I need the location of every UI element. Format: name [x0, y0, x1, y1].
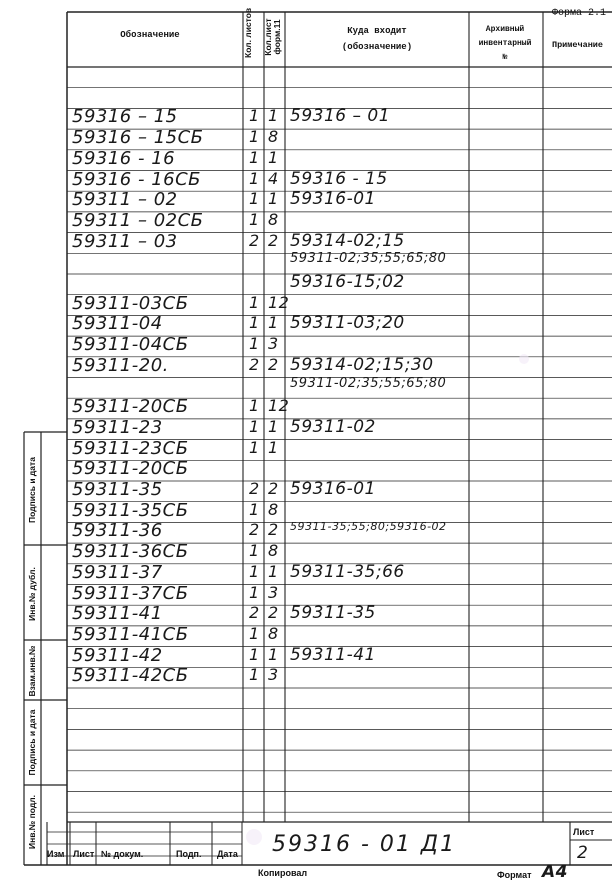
table-row — [0, 437, 612, 461]
row-format-sheets: 8 — [268, 209, 279, 229]
row-designation: 59311 – 02 — [72, 189, 178, 211]
side-stamp-dup-inv: Инв.№ дубл. — [27, 567, 37, 621]
table-row — [0, 667, 612, 688]
row-designation: 59316 – 15 — [72, 106, 178, 128]
tb-list: Лист — [73, 849, 95, 859]
table-row — [0, 605, 612, 626]
row-designation: 59311-04СБ — [72, 334, 189, 356]
row-count: 1 — [249, 665, 260, 685]
row-format-sheets: 2 — [268, 230, 279, 250]
row-used-in: 59314-02;15 — [290, 230, 405, 251]
row-designation: 59311-20СБ — [72, 458, 189, 480]
row-format-sheets: 1 — [268, 189, 279, 209]
table-row — [0, 543, 612, 564]
row-count: 1 — [249, 313, 260, 333]
header-sheet-count: Кол. листов — [243, 7, 253, 58]
row-used-in: 59311-03;20 — [290, 313, 405, 334]
row-format-sheets: 1 — [268, 416, 279, 436]
tb-doc-no: № докум. — [101, 849, 144, 859]
row-format-sheets: 8 — [268, 499, 279, 519]
row-used-in: 59311-02;35;55;65;80 — [290, 251, 447, 267]
row-count: 1 — [249, 168, 260, 188]
table-row — [0, 191, 612, 212]
row-count: 1 — [249, 147, 260, 167]
table-row — [0, 460, 612, 481]
tb-date: Дата — [217, 849, 238, 859]
row-format-sheets: 8 — [268, 127, 279, 147]
row-designation: 59311-20СБ — [72, 396, 189, 418]
row-count: 1 — [249, 416, 260, 436]
row-designation: 59311-23 — [72, 416, 163, 438]
header-archive: Архивный — [485, 25, 525, 34]
paper-stain-2 — [246, 829, 262, 845]
tb-sheet-no: 2 — [577, 843, 589, 863]
table-row — [0, 147, 612, 171]
header-note: Примечание — [551, 40, 603, 50]
row-format-sheets: 2 — [268, 354, 279, 374]
row-format-sheets: 1 — [268, 437, 279, 457]
row-designation: 59311-36 — [72, 520, 163, 542]
row-count: 2 — [249, 479, 260, 498]
form-label: Форма 2.1 — [552, 8, 607, 19]
table-row — [0, 168, 612, 192]
row-designation: 59311 – 02СБ — [72, 209, 204, 231]
tb-designation: 59316 - 01 Д1 — [272, 832, 457, 857]
row-format-sheets: 4 — [268, 168, 279, 188]
tb-sign: Подп. — [176, 849, 202, 859]
paper-stain — [519, 354, 529, 364]
row-count: 2 — [249, 354, 260, 374]
row-format-sheets: 8 — [268, 541, 279, 561]
row-count: 1 — [249, 561, 260, 581]
row-designation: 59311-41 — [72, 603, 163, 625]
footer-format-label: Формат — [497, 870, 532, 880]
row-designation: 59311-35СБ — [72, 499, 189, 521]
row-designation: 59316 - 16 — [72, 147, 176, 169]
table-row — [0, 253, 612, 274]
row-used-in: 59311-41 — [290, 644, 376, 665]
table-row — [0, 209, 612, 233]
row-count: 1 — [249, 106, 260, 126]
row-designation: 59311-04 — [72, 313, 163, 335]
tb-sheet-label: Лист — [573, 827, 595, 837]
row-designation: 59311-36СБ — [72, 541, 189, 563]
row-designation: 59311-03СБ — [72, 292, 189, 314]
table-row — [0, 336, 612, 357]
table-row — [0, 623, 612, 647]
row-used-in: 59311-35 — [290, 603, 376, 624]
row-format-sheets: 2 — [268, 520, 279, 540]
row-designation: 59311-35 — [72, 479, 163, 500]
row-count: 1 — [249, 437, 260, 457]
row-designation: 59311-20. — [72, 354, 169, 376]
row-count: 1 — [249, 209, 260, 229]
row-format-sheets: 12 — [268, 396, 290, 416]
table-row — [0, 416, 612, 440]
row-count: 1 — [249, 334, 260, 354]
table-row — [0, 375, 612, 399]
table-row — [0, 522, 612, 543]
row-used-in: 59316-01 — [290, 479, 376, 499]
table-row — [0, 274, 612, 295]
row-designation: 59311 – 03 — [72, 230, 178, 252]
table-row — [0, 315, 612, 336]
table-row — [0, 582, 612, 606]
row-count: 2 — [249, 520, 260, 540]
row-count: 2 — [249, 230, 260, 250]
footer-copied: Копировал — [258, 868, 308, 878]
row-designation: 59316 – 15СБ — [72, 127, 204, 149]
row-format-sheets: 3 — [268, 582, 279, 602]
table-row — [0, 129, 612, 150]
row-format-sheets: 3 — [268, 665, 279, 685]
row-used-in: 59311-02 — [290, 416, 376, 437]
side-stamp-orig-inv: Инв.№ подл. — [27, 794, 37, 850]
row-format-sheets: 1 — [268, 313, 279, 333]
table-row — [0, 398, 612, 419]
header-used-in-sub: (обозначение) — [341, 42, 413, 52]
table-row — [0, 108, 612, 129]
row-format-sheets: 12 — [268, 292, 290, 312]
row-count: 1 — [249, 292, 260, 312]
row-used-in: 59311-35;55;80;59316-02 — [290, 520, 447, 534]
row-used-in: 59316-15;02 — [290, 272, 405, 292]
row-used-in: 59316-01 — [290, 189, 376, 210]
row-count: 1 — [249, 189, 260, 209]
row-count: 1 — [249, 396, 260, 416]
row-count: 1 — [249, 644, 260, 664]
row-format-sheets: 2 — [268, 603, 279, 623]
row-format-sheets: 1 — [268, 147, 279, 167]
row-format-sheets: 3 — [268, 334, 279, 354]
row-format-sheets: 1 — [268, 561, 279, 581]
row-designation: 59311-37 — [72, 561, 163, 583]
row-used-in: 59311-02;35;55;65;80 — [290, 375, 447, 391]
row-used-in: 59311-35;66 — [290, 561, 405, 582]
table-row — [0, 499, 612, 523]
row-designation: 59311-37СБ — [72, 582, 189, 604]
table-row — [0, 230, 612, 254]
tb-izm: Изм — [47, 849, 65, 859]
header-used-in: Куда входит — [347, 26, 407, 36]
row-designation: 59311-41СБ — [72, 623, 189, 645]
side-stamp-sign-date: Подпись и дата — [27, 709, 37, 776]
table-row — [0, 644, 612, 668]
row-count: 1 — [249, 623, 260, 643]
row-used-in: 59316 – 01 — [290, 106, 391, 127]
row-count: 1 — [249, 541, 260, 561]
side-stamp-replace-inv: Взам.инв.№ — [27, 645, 37, 697]
row-format-sheets: 1 — [268, 644, 279, 664]
row-designation: 59311-42СБ — [72, 665, 189, 687]
footer-format-value: А4 — [542, 862, 568, 882]
row-count: 2 — [249, 603, 260, 623]
row-count: 1 — [249, 127, 260, 147]
row-designation: 59311-23СБ — [72, 437, 189, 459]
row-format-sheets: 8 — [268, 623, 279, 643]
row-count: 1 — [249, 499, 260, 519]
table-row — [0, 481, 612, 502]
header-format-sheets: Кол.лист форм.11 — [263, 18, 282, 56]
row-designation: 59311-42 — [72, 644, 163, 666]
table-row — [0, 561, 612, 585]
row-designation: 59316 - 16СБ — [72, 168, 202, 190]
row-used-in: 59314-02;15;30 — [290, 354, 434, 375]
row-used-in: 59316 - 15 — [290, 168, 388, 189]
header-designation: Обозначение — [120, 30, 180, 40]
row-count: 1 — [249, 582, 260, 602]
row-format-sheets: 1 — [268, 106, 279, 126]
table-row — [0, 292, 612, 316]
row-format-sheets: 2 — [268, 479, 279, 498]
side-stamp-sign-date-top: Подпись и дата — [27, 457, 37, 523]
header-archive-3: № — [502, 53, 508, 62]
header-archive-2: инвентарный — [478, 39, 532, 48]
